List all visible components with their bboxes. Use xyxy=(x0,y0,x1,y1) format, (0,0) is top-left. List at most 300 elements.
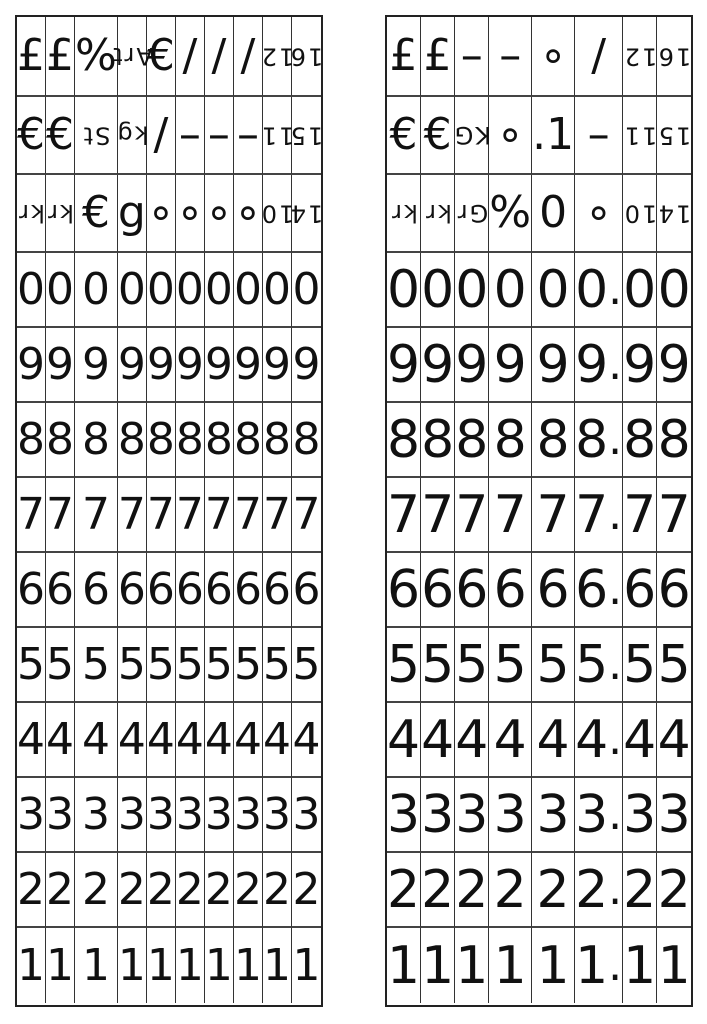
symbol-cell xyxy=(421,97,455,175)
digit-cell xyxy=(75,778,118,853)
digit-cell xyxy=(17,553,46,628)
digit-cell-text: 1 xyxy=(387,935,421,996)
digit-cell-text: 8 xyxy=(81,413,110,465)
symbol-cell xyxy=(17,97,46,175)
digit-cell-text: 4 xyxy=(421,709,455,770)
digit-cell-text: 4 xyxy=(493,709,527,770)
digit-cell-text: 0 xyxy=(623,259,657,320)
digit-cell xyxy=(147,328,176,403)
digit-cell xyxy=(623,253,657,328)
digit-cell xyxy=(234,478,263,553)
digit-cell-text: 5 xyxy=(387,634,421,695)
digit-cell-text: 4 xyxy=(146,713,175,765)
digit-cell-text: 5 xyxy=(575,634,609,695)
digit-cell-text: 7 xyxy=(146,488,175,540)
digit-cell xyxy=(657,628,691,703)
digit-cell xyxy=(623,778,657,853)
digit-cell xyxy=(234,553,263,628)
symbol-cell xyxy=(575,97,623,175)
digit-cell-text: 7 xyxy=(17,488,45,540)
symbol-cell xyxy=(118,175,147,253)
digit-cell-text: 2 xyxy=(46,863,75,915)
symbol-cell xyxy=(387,175,421,253)
symbol-cell-text: 11 xyxy=(622,120,657,149)
digit-cell-text: 1 xyxy=(233,939,262,991)
digit-cell-text: 2 xyxy=(204,863,233,915)
digit-cell-text: 1 xyxy=(575,935,609,996)
symbol-cell xyxy=(421,175,455,253)
symbol-cell-text: 14 xyxy=(656,198,692,227)
symbol-cell xyxy=(46,175,75,253)
digit-cell xyxy=(421,928,455,1003)
symbol-cell-text: – xyxy=(178,109,201,160)
symbol-cell-text: £ xyxy=(46,30,75,81)
digit-cell-text: 2 xyxy=(623,859,657,920)
digit-cell-text: 9 xyxy=(623,334,657,395)
digit-cell-text: 7 xyxy=(175,488,204,540)
symbol-cell xyxy=(623,175,657,253)
digit-cell xyxy=(205,703,234,778)
digit-cell xyxy=(292,328,321,403)
digit-cell-text: 2 xyxy=(17,863,45,915)
digit-cell xyxy=(532,478,575,553)
digit-cell xyxy=(532,253,575,328)
symbol-cell xyxy=(147,97,176,175)
digit-cell-text: 4 xyxy=(46,713,75,765)
digit-cell xyxy=(387,253,421,328)
digit-cell-text: 7 xyxy=(292,488,321,540)
digit-cell xyxy=(205,928,234,1003)
digit-cell xyxy=(489,778,532,853)
digit-cell xyxy=(292,253,321,328)
digit-cell-text: 7 xyxy=(46,488,75,540)
digit-cell-text: 5 xyxy=(233,638,262,690)
digit-cell xyxy=(234,703,263,778)
right-stamp-panel xyxy=(385,15,693,1007)
digit-cell xyxy=(387,403,421,478)
digit-cell xyxy=(387,928,421,1003)
digit-cell-text: 0 xyxy=(657,259,691,320)
digit-cell-text: 2 xyxy=(421,859,455,920)
digit-cell xyxy=(147,478,176,553)
symbol-cell xyxy=(205,17,234,97)
digit-cell xyxy=(292,403,321,478)
symbol-cell xyxy=(387,97,421,175)
digit-cell-text: 4 xyxy=(657,709,691,770)
digit-cell-text: 3 xyxy=(387,784,421,845)
digit-cell-text: 7 xyxy=(117,488,146,540)
digit-cell-text: 0 xyxy=(262,263,291,315)
symbol-cell-text: 10 xyxy=(259,198,295,227)
symbol-cell-text: / xyxy=(182,30,198,81)
symbol-cell xyxy=(176,175,205,253)
digit-cell-text: 0 xyxy=(421,259,455,320)
digit-cell xyxy=(387,628,421,703)
digit-cell-text: 2 xyxy=(536,859,570,920)
digit-cell xyxy=(575,778,623,853)
digit-cell xyxy=(234,853,263,928)
digit-cell xyxy=(147,853,176,928)
digit-cell xyxy=(532,553,575,628)
digit-cell-text: 6 xyxy=(421,559,455,620)
digit-cell xyxy=(17,403,46,478)
digit-cell-text: 9 xyxy=(493,334,527,395)
symbol-cell xyxy=(532,17,575,97)
digit-cell-text: 6 xyxy=(46,563,75,615)
digit-cell-text: 3 xyxy=(657,784,691,845)
digit-cell-text: 1 xyxy=(623,935,657,996)
digit-cell xyxy=(489,328,532,403)
digit-cell xyxy=(147,703,176,778)
symbol-cell xyxy=(455,17,489,97)
symbol-cell-text: – xyxy=(460,30,483,81)
symbol-cell xyxy=(115,97,149,175)
digit-cell-text: 8 xyxy=(455,409,489,470)
digit-cell xyxy=(263,628,292,703)
digit-cell-text: 9 xyxy=(421,334,455,395)
digit-cell-text: 8 xyxy=(46,413,75,465)
digit-cell-text: 8 xyxy=(575,409,609,470)
digit-cell-text: 3 xyxy=(17,788,45,840)
digit-cell xyxy=(455,328,489,403)
digit-cell-text: 7 xyxy=(233,488,262,540)
digit-cell xyxy=(623,328,657,403)
digit-cell-text: 3 xyxy=(233,788,262,840)
digit-cell xyxy=(263,853,292,928)
symbol-cell xyxy=(489,97,532,175)
digit-cell xyxy=(46,778,75,853)
digit-cell xyxy=(147,403,176,478)
digit-cell-text: 6 xyxy=(575,559,609,620)
digit-cell-text: 8 xyxy=(117,413,146,465)
digit-cell xyxy=(17,703,46,778)
digit-cell-text: 4 xyxy=(233,713,262,765)
left-stamp-grid xyxy=(17,17,324,1005)
digit-cell xyxy=(421,703,455,778)
digit-cell-text: 5 xyxy=(46,638,75,690)
digit-cell xyxy=(147,553,176,628)
decimal-point: . xyxy=(608,863,623,915)
digit-cell xyxy=(118,703,147,778)
digit-cell xyxy=(532,703,575,778)
digit-cell xyxy=(489,403,532,478)
digit-cell-text: 7 xyxy=(575,484,609,545)
digit-cell xyxy=(176,628,205,703)
digit-cell xyxy=(176,703,205,778)
symbol-cell xyxy=(575,175,623,253)
digit-cell xyxy=(176,328,205,403)
digit-cell-text: 5 xyxy=(623,634,657,695)
symbol-cell xyxy=(147,175,176,253)
decimal-point: . xyxy=(608,488,623,540)
digit-cell-text: 5 xyxy=(657,634,691,695)
digit-cell-text: 2 xyxy=(292,863,321,915)
symbol-cell-text: % xyxy=(489,187,532,238)
digit-cell-text: 7 xyxy=(262,488,291,540)
decimal-point: . xyxy=(608,939,623,991)
digit-cell xyxy=(234,928,263,1003)
digit-cell xyxy=(421,403,455,478)
digit-cell xyxy=(205,553,234,628)
symbol-cell xyxy=(205,97,234,175)
digit-cell-text: 1 xyxy=(421,935,455,996)
symbol-cell-text: ∘ xyxy=(584,187,613,238)
digit-cell-text: 5 xyxy=(146,638,175,690)
digit-cell xyxy=(575,853,623,928)
digit-cell-text: 9 xyxy=(17,338,45,390)
digit-cell xyxy=(657,778,691,853)
digit-cell xyxy=(455,628,489,703)
digit-cell-text: 3 xyxy=(493,784,527,845)
symbol-cell-text: / xyxy=(153,109,169,160)
digit-cell xyxy=(75,928,118,1003)
digit-cell-text: 6 xyxy=(292,563,321,615)
digit-cell xyxy=(46,928,75,1003)
digit-cell-text: 4 xyxy=(204,713,233,765)
symbol-cell xyxy=(234,97,263,175)
digit-cell xyxy=(205,253,234,328)
digit-cell-text: 6 xyxy=(657,559,691,620)
digit-cell xyxy=(657,403,691,478)
digit-cell xyxy=(455,478,489,553)
symbol-cell xyxy=(289,97,324,175)
digit-cell xyxy=(17,628,46,703)
digit-cell-text: 2 xyxy=(575,859,609,920)
digit-cell-text: 3 xyxy=(175,788,204,840)
symbol-cell xyxy=(17,175,46,253)
digit-cell xyxy=(118,628,147,703)
digit-cell xyxy=(234,328,263,403)
symbol-cell-text: ∘ xyxy=(539,30,567,81)
digit-cell xyxy=(292,703,321,778)
decimal-point: . xyxy=(608,713,623,765)
digit-cell-text: 4 xyxy=(387,709,421,770)
digit-cell-text: 8 xyxy=(387,409,421,470)
digit-cell xyxy=(147,778,176,853)
digit-cell-text: 1 xyxy=(493,935,527,996)
digit-cell-text: 0 xyxy=(46,263,75,315)
digit-cell xyxy=(421,478,455,553)
digit-cell xyxy=(421,628,455,703)
symbol-cell-text: ∘ xyxy=(205,187,233,238)
symbol-cell xyxy=(452,97,491,175)
digit-cell xyxy=(292,853,321,928)
digit-cell-text: 1 xyxy=(292,939,321,991)
digit-cell-text: 0 xyxy=(146,263,175,315)
symbol-cell-text: kr xyxy=(17,198,45,227)
digit-cell xyxy=(489,628,532,703)
digit-cell-text: 9 xyxy=(233,338,262,390)
digit-cell-text: 9 xyxy=(46,338,75,390)
digit-cell-text: 6 xyxy=(204,563,233,615)
decimal-point: . xyxy=(608,563,623,615)
digit-cell-text: 2 xyxy=(493,859,527,920)
symbol-cell-text: 16 xyxy=(656,41,692,70)
digit-cell-text: 6 xyxy=(536,559,570,620)
digit-cell xyxy=(234,253,263,328)
symbol-cell xyxy=(176,97,205,175)
digit-cell xyxy=(657,328,691,403)
digit-cell xyxy=(489,703,532,778)
digit-cell xyxy=(75,328,118,403)
digit-cell xyxy=(263,253,292,328)
digit-cell xyxy=(147,253,176,328)
digit-cell-text: 1 xyxy=(146,939,175,991)
digit-cell-text: 5 xyxy=(262,638,291,690)
symbol-cell-text: St xyxy=(81,121,111,149)
digit-cell xyxy=(532,628,575,703)
symbol-cell xyxy=(147,17,176,97)
digit-cell-text: 6 xyxy=(493,559,527,620)
digit-cell-text: 2 xyxy=(262,863,291,915)
digit-cell xyxy=(205,403,234,478)
digit-cell xyxy=(292,928,321,1003)
digit-cell-text: 0 xyxy=(204,263,233,315)
symbol-cell xyxy=(387,17,421,97)
digit-cell-text: 9 xyxy=(292,338,321,390)
digit-cell-text: 6 xyxy=(262,563,291,615)
digit-cell-text: 4 xyxy=(81,713,110,765)
digit-cell-text: 5 xyxy=(536,634,570,695)
digit-cell-text: 7 xyxy=(455,484,489,545)
symbol-cell xyxy=(421,17,455,97)
symbol-cell xyxy=(489,17,532,97)
digit-cell-text: 4 xyxy=(455,709,489,770)
digit-cell-text: 5 xyxy=(17,638,45,690)
digit-cell xyxy=(489,928,532,1003)
digit-cell xyxy=(176,778,205,853)
digit-cell-text: 7 xyxy=(493,484,527,545)
decimal-point: . xyxy=(608,338,623,390)
digit-cell xyxy=(455,403,489,478)
digit-cell-text: 4 xyxy=(117,713,146,765)
digit-cell xyxy=(75,403,118,478)
digit-cell xyxy=(263,553,292,628)
digit-cell-text: 0 xyxy=(117,263,146,315)
symbol-cell-text: / xyxy=(591,30,607,81)
digit-cell xyxy=(455,778,489,853)
symbol-cell-text: – xyxy=(587,109,610,160)
digit-cell xyxy=(147,628,176,703)
digit-cell xyxy=(17,778,46,853)
digit-cell-text: 2 xyxy=(81,863,110,915)
decimal-point: . xyxy=(608,413,623,465)
digit-cell xyxy=(387,778,421,853)
symbol-cell-text: € xyxy=(146,30,175,81)
digit-cell-text: 3 xyxy=(262,788,291,840)
symbol-cell xyxy=(259,17,295,97)
digit-cell-text: 7 xyxy=(421,484,455,545)
digit-cell-text: 8 xyxy=(421,409,455,470)
left-stamp-panel xyxy=(15,15,323,1007)
digit-cell xyxy=(176,403,205,478)
symbol-cell-text: ∘ xyxy=(176,187,204,238)
symbol-cell-text: £ xyxy=(423,30,452,81)
digit-cell xyxy=(455,853,489,928)
digit-cell-text: 9 xyxy=(575,334,609,395)
digit-cell-text: 3 xyxy=(81,788,110,840)
digit-cell-text: 9 xyxy=(387,334,421,395)
digit-cell-text: 1 xyxy=(536,935,570,996)
digit-cell xyxy=(575,253,623,328)
symbol-cell-text: Gr xyxy=(455,199,488,227)
digit-cell xyxy=(46,553,75,628)
digit-cell-text: 4 xyxy=(536,709,570,770)
digit-cell-text: 3 xyxy=(146,788,175,840)
digit-cell xyxy=(75,703,118,778)
digit-cell-text: 8 xyxy=(175,413,204,465)
digit-cell xyxy=(118,778,147,853)
digit-cell-text: 2 xyxy=(233,863,262,915)
symbol-cell-text: / xyxy=(211,30,227,81)
symbol-cell-text: € xyxy=(81,187,110,238)
decimal-point: . xyxy=(608,263,623,315)
digit-cell xyxy=(575,703,623,778)
digit-cell xyxy=(489,253,532,328)
digit-cell xyxy=(118,253,147,328)
digit-cell-text: 0 xyxy=(455,259,489,320)
symbol-cell-text: € xyxy=(46,109,75,160)
digit-cell xyxy=(75,478,118,553)
digit-cell-text: 9 xyxy=(657,334,691,395)
digit-cell xyxy=(75,628,118,703)
digit-cell xyxy=(532,403,575,478)
digit-cell xyxy=(657,928,691,1003)
symbol-cell xyxy=(657,17,691,97)
symbol-cell-text: € xyxy=(389,109,418,160)
digit-cell-text: 4 xyxy=(292,713,321,765)
digit-cell-text: 0 xyxy=(536,259,570,320)
digit-cell-text: 9 xyxy=(175,338,204,390)
digit-cell xyxy=(575,553,623,628)
digit-cell-text: 2 xyxy=(455,859,489,920)
digit-cell-text: 1 xyxy=(117,939,146,991)
symbol-cell-text: 16 xyxy=(289,41,324,70)
symbol-cell xyxy=(575,17,623,97)
digit-cell xyxy=(75,553,118,628)
digit-cell-text: 6 xyxy=(117,563,146,615)
symbol-cell-text: kg xyxy=(115,120,149,149)
digit-cell-text: 6 xyxy=(146,563,175,615)
digit-cell xyxy=(118,478,147,553)
digit-cell-text: 5 xyxy=(175,638,204,690)
digit-cell-text: 2 xyxy=(175,863,204,915)
symbol-cell xyxy=(205,175,234,253)
digit-cell-text: 0 xyxy=(292,263,321,315)
digit-cell-text: 7 xyxy=(387,484,421,545)
digit-cell xyxy=(575,478,623,553)
symbol-cell xyxy=(75,97,118,175)
digit-cell-text: 0 xyxy=(493,259,527,320)
symbol-cell xyxy=(176,17,205,97)
digit-cell xyxy=(118,853,147,928)
symbol-cell xyxy=(234,175,263,253)
digit-cell-text: 8 xyxy=(262,413,291,465)
digit-cell-text: 0 xyxy=(175,263,204,315)
digit-cell xyxy=(118,328,147,403)
digit-cell-text: 6 xyxy=(175,563,204,615)
digit-cell xyxy=(657,853,691,928)
digit-cell xyxy=(205,853,234,928)
digit-cell xyxy=(455,253,489,328)
symbol-cell xyxy=(259,97,295,175)
digit-cell xyxy=(387,553,421,628)
digit-cell xyxy=(118,403,147,478)
symbol-cell xyxy=(46,17,75,97)
digit-cell-text: 1 xyxy=(657,935,691,996)
digit-cell xyxy=(387,478,421,553)
symbol-cell xyxy=(259,175,295,253)
